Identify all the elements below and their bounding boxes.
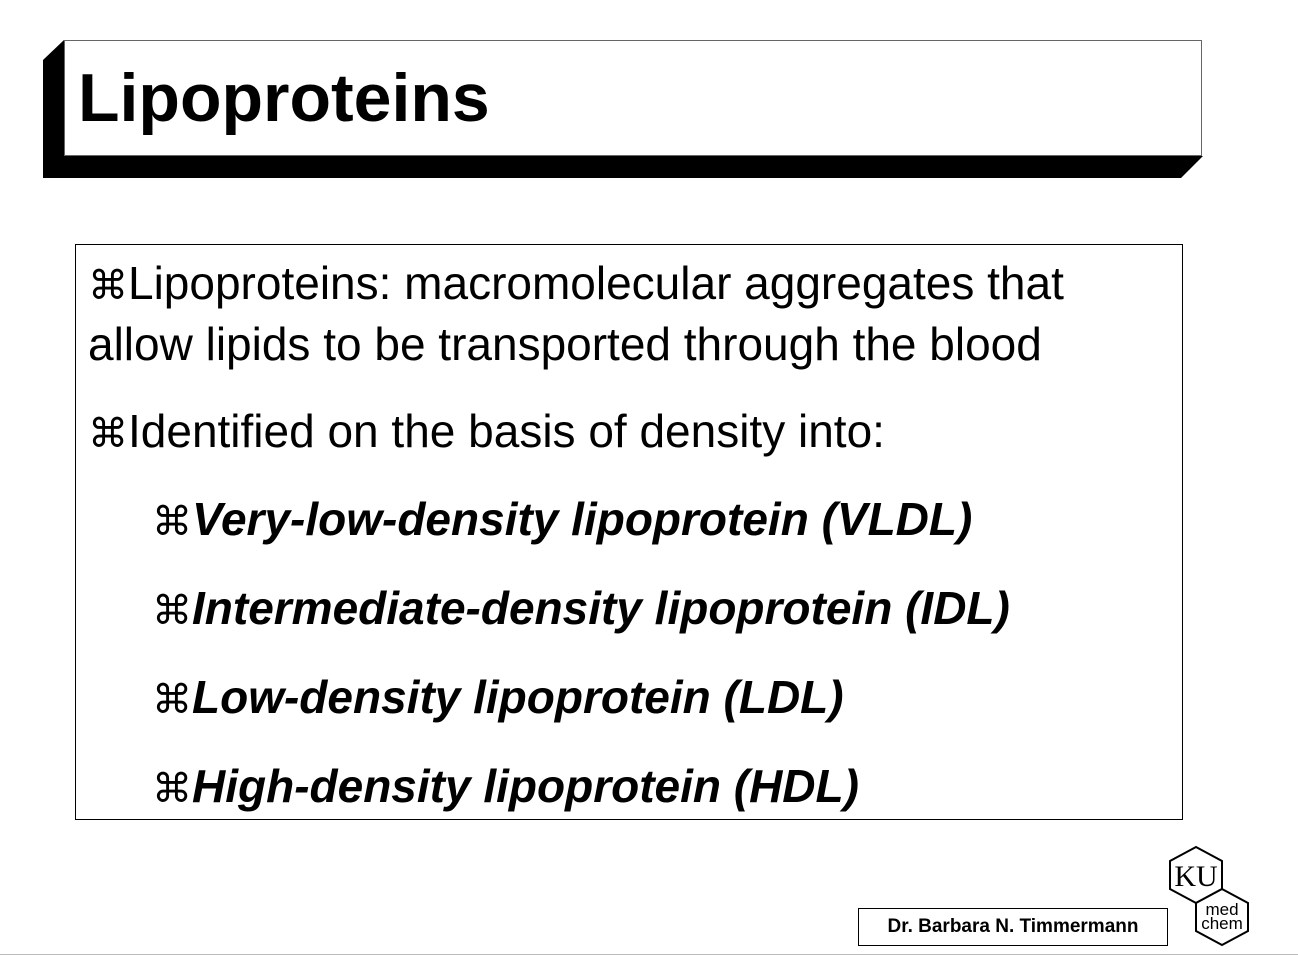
sub-bullet-text: Intermediate-density lipoprotein (IDL)	[192, 582, 1010, 634]
ku-medchem-logo	[1166, 843, 1258, 947]
footer-rule	[0, 954, 1298, 955]
logo-ku-text: KU	[1174, 860, 1218, 893]
sub-bullet-vldl	[152, 490, 972, 551]
bullet-identified	[88, 402, 885, 463]
sub-bullet-ldl	[152, 668, 844, 729]
command-bullet-icon: ⌘	[152, 677, 192, 723]
sub-bullet-text: High-density lipoprotein (HDL)	[192, 760, 859, 812]
sub-bullet-idl	[152, 579, 1010, 640]
sub-bullet-text: Low-density lipoprotein (LDL)	[192, 671, 844, 723]
command-bullet-icon: ⌘	[152, 588, 192, 634]
bullet-definition-line2: allow lipids to be transported through the blood	[88, 318, 1042, 370]
author-credit: Dr. Barbara N. Timmermann	[858, 908, 1168, 946]
page-title: Lipoproteins	[78, 60, 490, 136]
command-bullet-icon: ⌘	[152, 766, 192, 812]
sub-bullet-text: Very-low-density lipoprotein (VLDL)	[192, 493, 973, 545]
sub-bullet-hdl	[152, 757, 859, 818]
bullet-identified-text: Identified on the basis of density into:	[128, 405, 885, 457]
command-bullet-icon: ⌘	[88, 411, 128, 457]
command-bullet-icon: ⌘	[152, 499, 192, 545]
logo-med-text: med	[1205, 900, 1239, 919]
command-bullet-icon: ⌘	[88, 263, 128, 309]
bullet-definition	[88, 254, 1064, 373]
logo-chem-text: chem	[1201, 914, 1243, 933]
bullet-definition-line1: Lipoproteins: macromolecular aggregates that	[128, 257, 1064, 309]
